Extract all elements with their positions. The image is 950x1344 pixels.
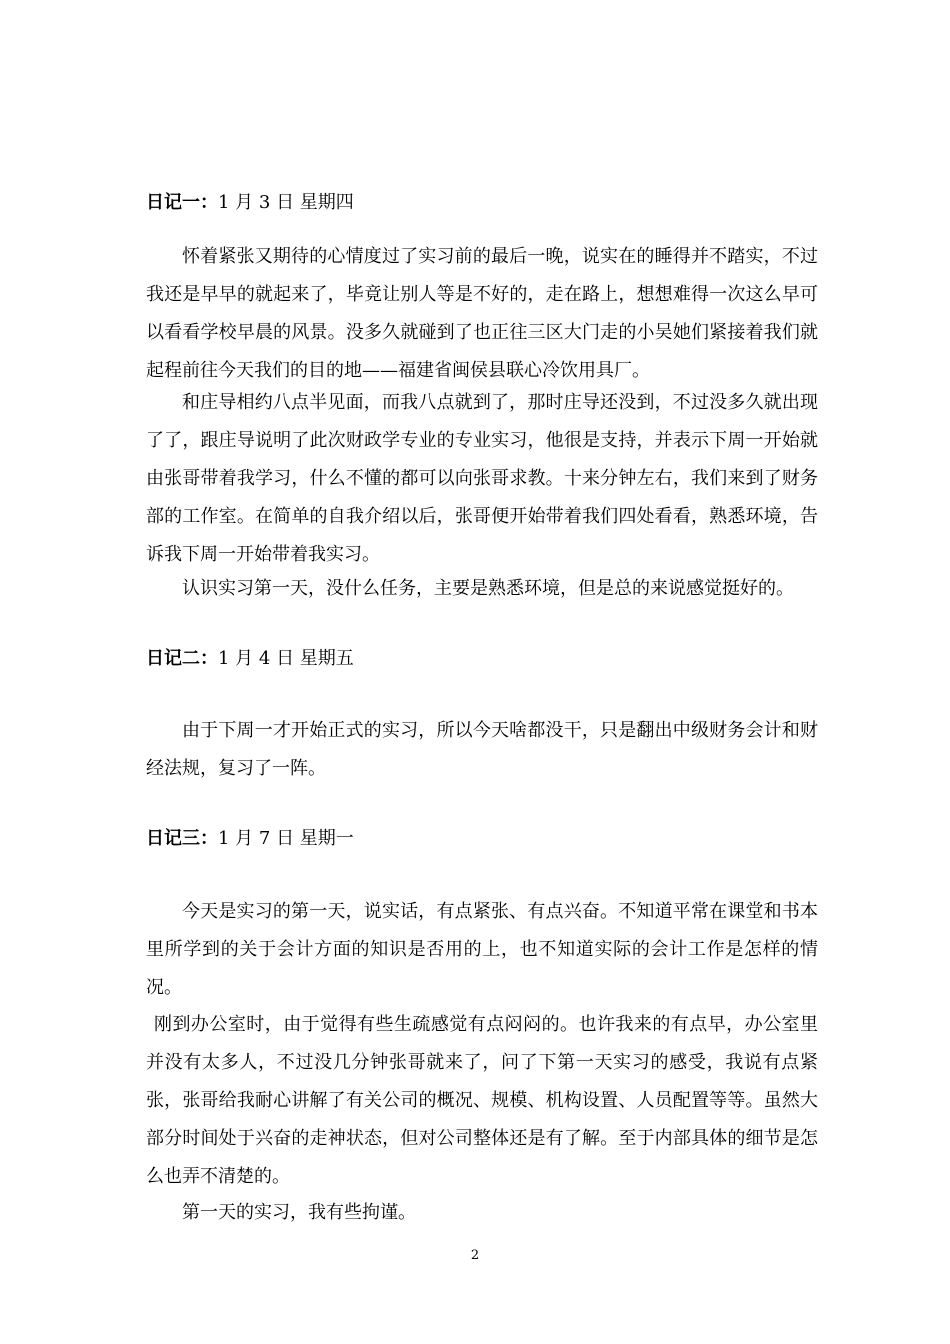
entry-3-paragraph-3: 第一天的实习，我有些拘谨。	[182, 1202, 416, 1223]
entry-2-paragraph-1: 由于下周一才开始正式的实习，所以今天啥都没干，只是翻出中级财务会计和财经法规，复习了一阵。	[146, 720, 818, 779]
entry-3-heading-label: 日记三：	[146, 828, 218, 849]
entry-2-heading-label: 日记二：	[146, 648, 218, 669]
entry-3-paragraph-1: 今天是实习的第一天，说实话，有点紧张、有点兴奋。不知道平常在课堂和书本里所学到的关于会计方面的知识是否用的上，也不知道实际的会计工作是怎样的情况。	[146, 901, 818, 998]
entry-2-heading	[146, 648, 354, 670]
entry-3-paragraph-2: 刚到办公室时，由于觉得有些生疏感觉有点闷闷的。也许我来的有点早，办公室里并没有太多人，不过没几分钟张哥就来了，问了下第一天实习的感受，我说有点紧张，张哥给我耐心讲解了有关公司的概况、规模、机构设置、人员配置等等。虽然大部分时间处于兴奋的走神状态，但对公司整体还是有了解。至于内部具体的细节是怎么也弄不清楚的。	[146, 1014, 818, 1187]
entry-2-heading-date: 1 月 4 日 星期五	[218, 648, 354, 669]
entry-1-paragraph-3: 认识实习第一天，没什么任务，主要是熟悉环境，但是总的来说感觉挺好的。	[182, 578, 794, 599]
page-number: 2	[470, 1248, 480, 1263]
entry-1-heading	[146, 192, 354, 214]
entry-1-paragraph-2: 和庄导相约八点半见面，而我八点就到了，那时庄导还没到，不过没多久就出现了了，跟庄导说明了此次财政学专业的专业实习，他很是支持，并表示下周一开始就由张哥带着我学习，什么不懂的都可以向张哥求教。十来分钟左右，我们来到了财务部的工作室。在简单的自我介绍以后，张哥便开始带着我们四处看看，熟悉环境，告诉我下周一开始带着我实习。	[146, 392, 818, 565]
entry-3-heading	[146, 828, 354, 850]
entry-3-heading-date: 1 月 7 日 星期一	[218, 828, 354, 849]
entry-1-heading-label: 日记一：	[146, 192, 218, 213]
entry-1-paragraph-1: 怀着紧张又期待的心情度过了实习前的最后一晚，说实在的睡得并不踏实，不过我还是早早的就起来了，毕竟让别人等是不好的，走在路上，想想难得一次这么早可以看看学校早晨的风景。没多久就碰到了也正往三区大门走的小吴她们紧接着我们就起程前往今天我们的目的地——福建省闽侯县联心冷饮用具厂。	[146, 246, 818, 381]
entry-1-heading-date: 1 月 3 日 星期四	[218, 192, 354, 213]
